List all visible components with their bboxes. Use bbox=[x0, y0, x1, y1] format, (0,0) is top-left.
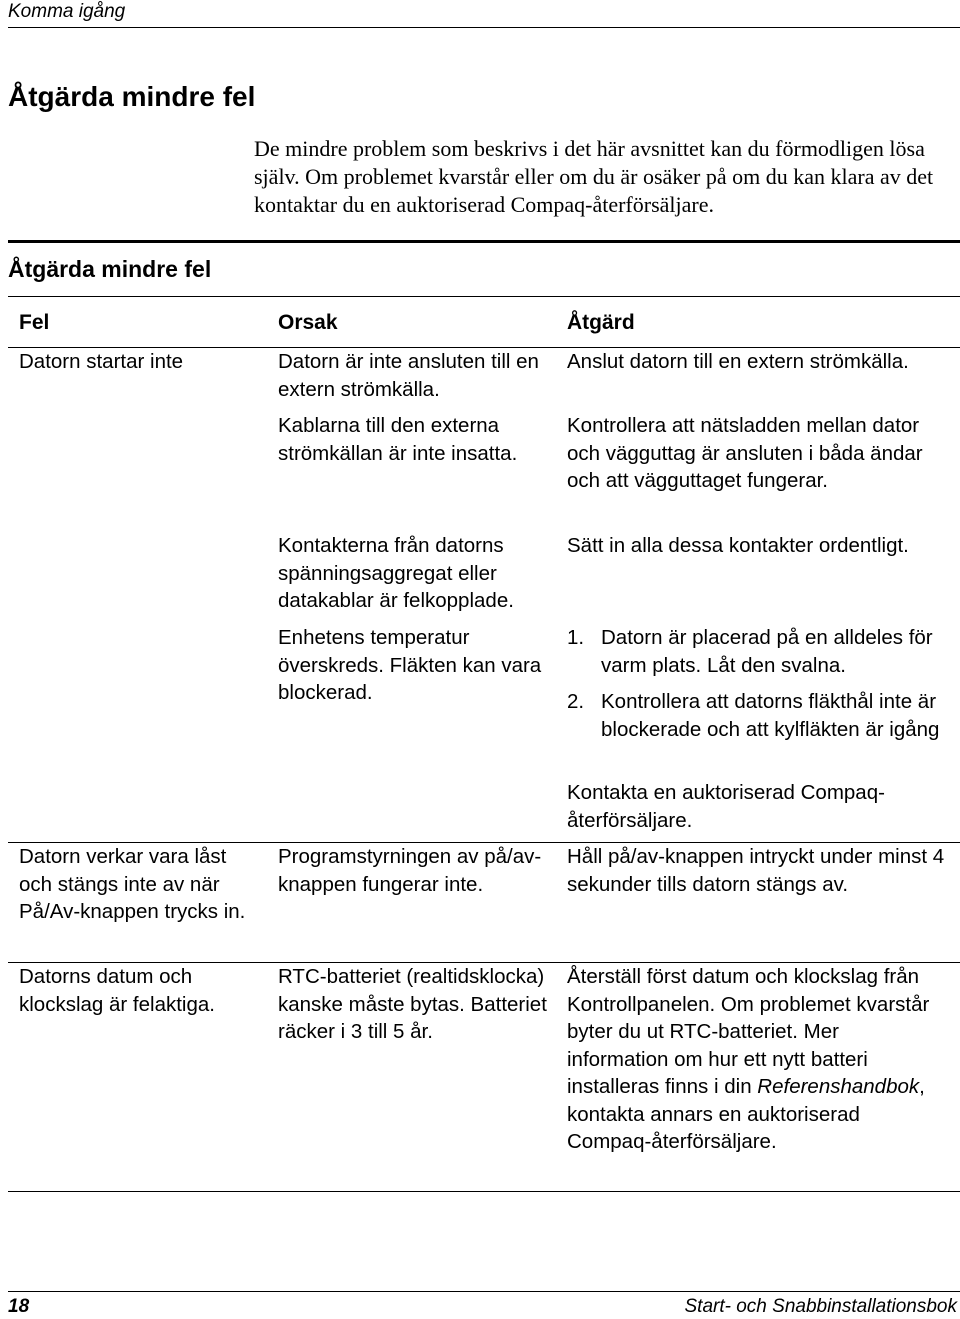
table-bottom-rule bbox=[8, 1191, 960, 1192]
step-number: 2. bbox=[567, 690, 585, 713]
action-cell: Håll på/av-knappen intryckt under minst 4 sekunder tills datorn stängs av. bbox=[567, 845, 945, 896]
table-top-rule bbox=[8, 240, 960, 243]
action-text: Återställ först datum och klockslag från Kontrollpanelen. Om problemet kvarstår byter du ut RTC-batteriet. Mer information om hur ett nytt batteri installeras finns i din bbox=[567, 965, 930, 1098]
action-cell: Kontakta en auktoriserad Compaq-återförsäljare. bbox=[567, 781, 885, 832]
book-reference: Referenshandbok bbox=[757, 1075, 920, 1098]
action-text: , kontakta annars en auktoriserad Compaq-återförsäljare. bbox=[567, 1075, 925, 1153]
footer-rule bbox=[8, 1291, 960, 1292]
action-cell: Anslut datorn till en extern strömkälla. bbox=[567, 350, 909, 373]
numbered-step bbox=[567, 624, 957, 679]
cause-cell: Enhetens temperatur överskreds. Fläkten kan vara blockerad. bbox=[278, 626, 542, 704]
step-number: 1. bbox=[567, 626, 585, 649]
table-title-rule bbox=[8, 296, 960, 297]
column-header-fault: Fel bbox=[19, 311, 50, 334]
cause-cell: Kontakterna från datorns spänningsaggregat eller datakablar är felkopplade. bbox=[278, 534, 514, 612]
table-title: Åtgärda mindre fel bbox=[8, 256, 212, 282]
page-number: 18 bbox=[8, 1296, 30, 1317]
step-text: Kontrollera att datorns fläkthål inte är blockerade och att kylfläkten är igång bbox=[601, 690, 940, 741]
footer-book-title: Start- och Snabbinstallationsbok bbox=[684, 1296, 957, 1317]
action-cell: Sätt in alla dessa kontakter ordentligt. bbox=[567, 534, 909, 557]
section-intro: De mindre problem som beskrivs i det här avsnittet kan du förmodligen lösa själv. Om problemet kvarstår eller om du är osäker på om du kan klara av det kontaktar du en auktoriserad Compaq-återförsäljare. bbox=[254, 136, 934, 217]
step-text: Datorn är placerad på en alldeles för varm plats. Låt den svalna. bbox=[601, 626, 933, 677]
cause-cell: Kablarna till den externa strömkällan är inte insatta. bbox=[278, 414, 518, 465]
fault-cell: Datorns datum och klockslag är felaktiga. bbox=[19, 965, 215, 1016]
fault-cell: Datorn verkar vara låst och stängs inte av när På/Av-knappen trycks in. bbox=[19, 845, 246, 923]
section-title: Åtgärda mindre fel bbox=[8, 81, 256, 112]
column-header-action: Åtgärd bbox=[567, 311, 635, 334]
cause-cell: Datorn är inte ansluten till en extern strömkälla. bbox=[278, 350, 539, 401]
column-header-cause: Orsak bbox=[278, 311, 338, 334]
action-cell: Kontrollera att nätsladden mellan dator och vägguttag är ansluten i båda ändar och att vägguttaget fungerar. bbox=[567, 414, 923, 492]
cause-cell: Programstyrningen av på/av-knappen fungerar inte. bbox=[278, 845, 542, 896]
cause-cell: RTC-batteriet (realtidsklocka) kanske måste bytas. Batteriet räcker i 3 till 5 år. bbox=[278, 965, 547, 1043]
running-header: Komma igång bbox=[8, 1, 126, 22]
fault-cell: Datorn startar inte bbox=[19, 350, 184, 373]
action-cell bbox=[567, 963, 937, 1156]
header-rule bbox=[8, 27, 960, 28]
numbered-step bbox=[567, 688, 957, 743]
